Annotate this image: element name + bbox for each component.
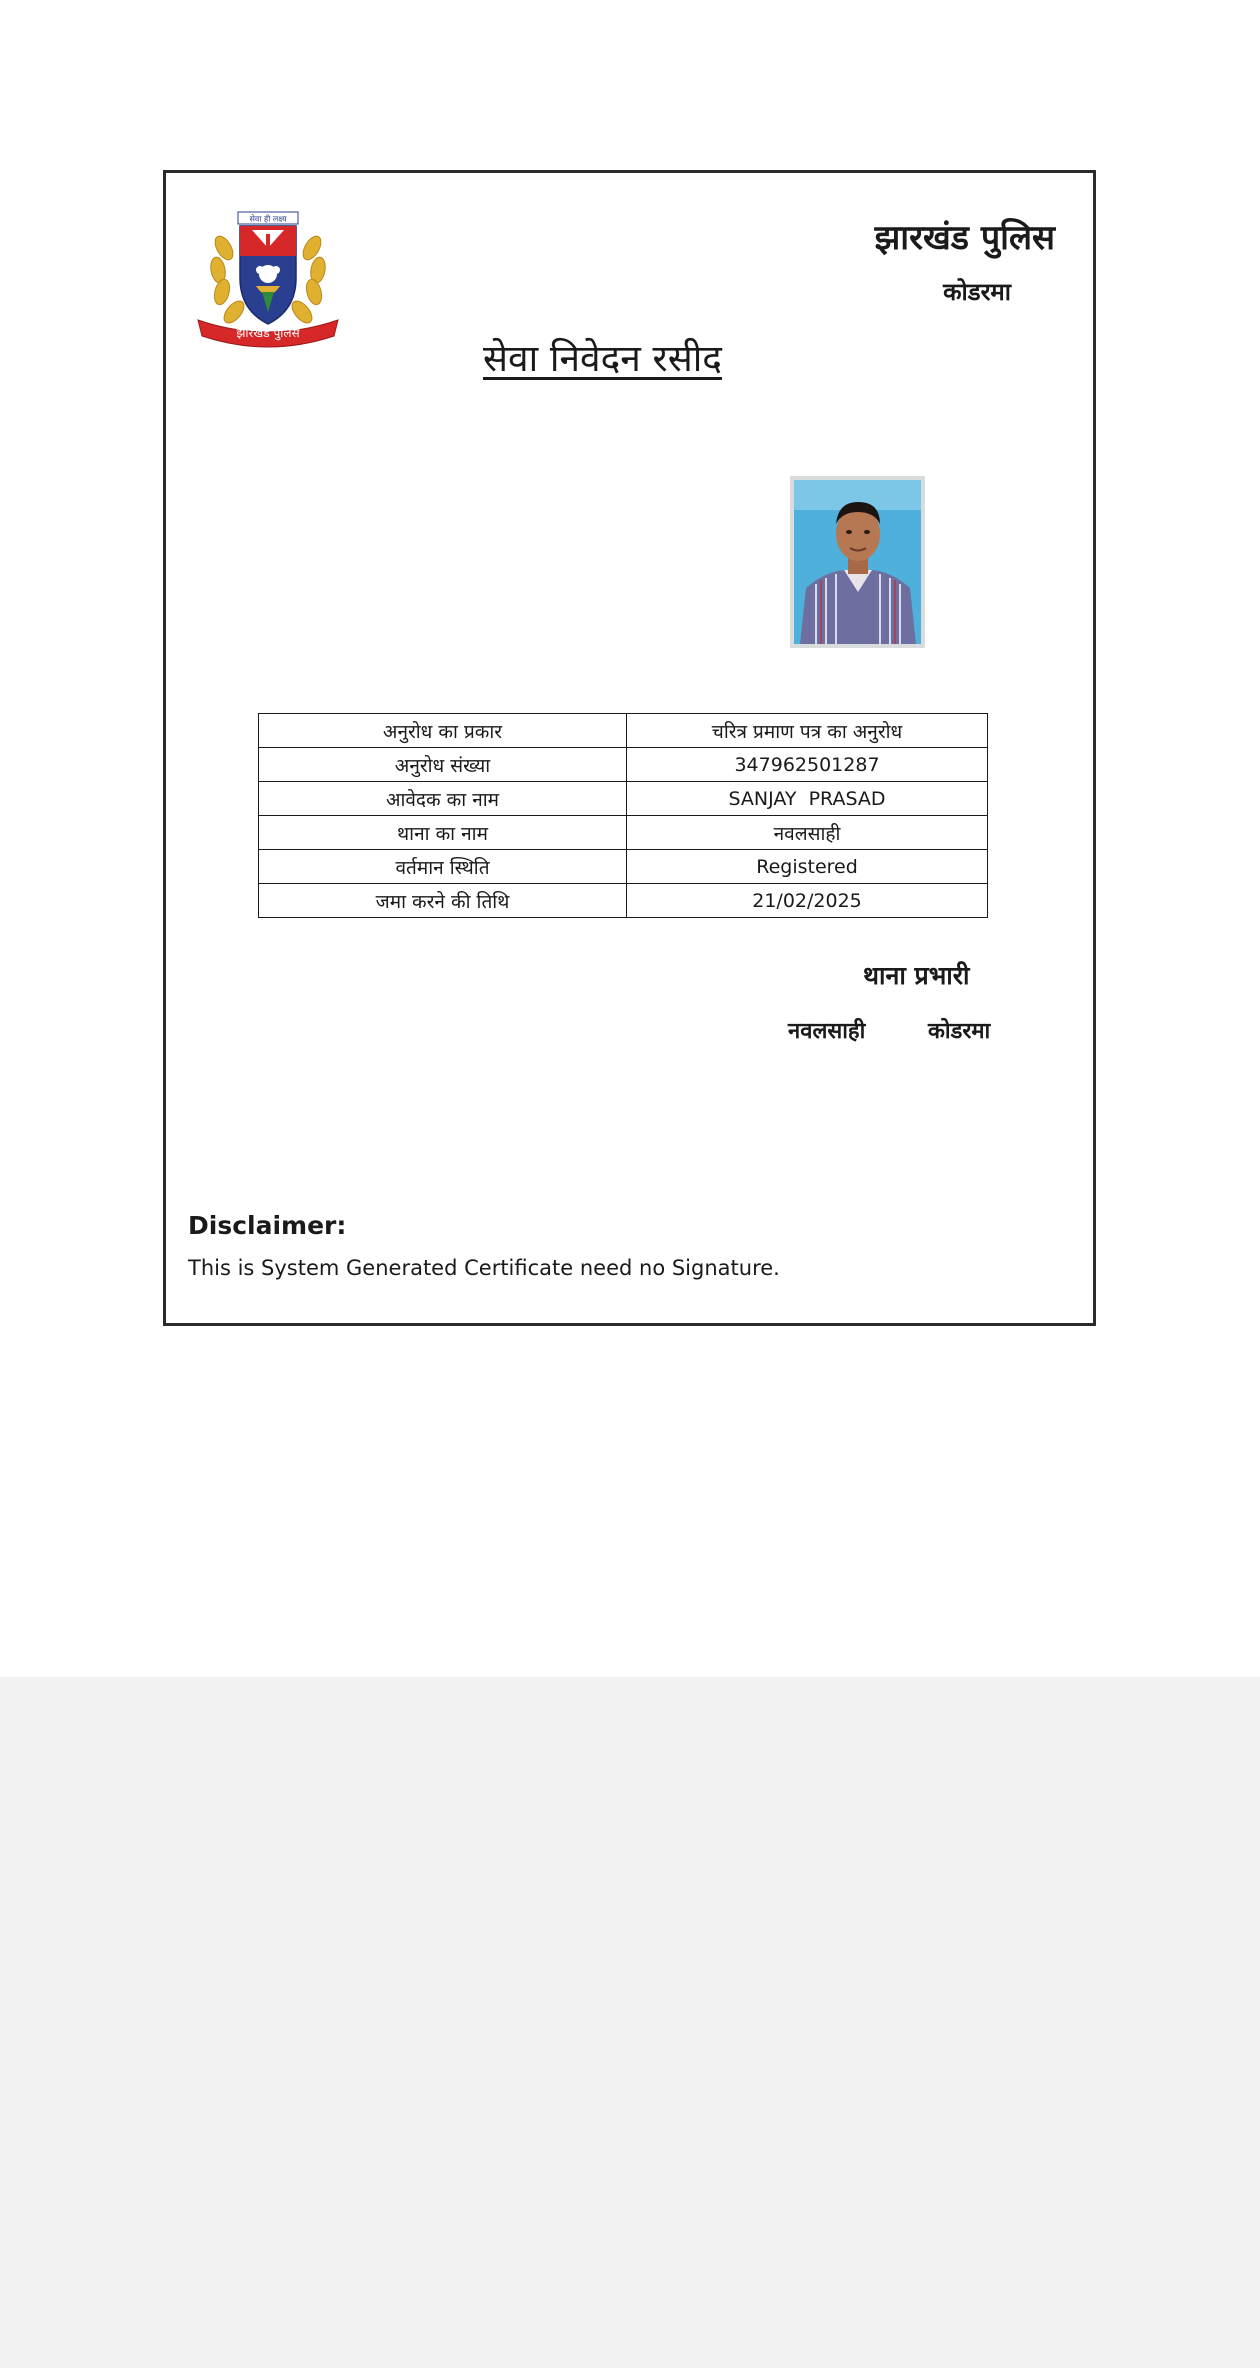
table-row: [259, 884, 988, 918]
row-value: 347962501287: [627, 748, 988, 782]
row-value: नवलसाही: [627, 816, 988, 850]
receipt-title: सेवा निवेदन रसीद: [483, 337, 722, 380]
officer-station: नवलसाही: [788, 1019, 866, 1044]
table-row: [259, 782, 988, 816]
row-label: अनुरोध का प्रकार: [259, 714, 627, 748]
request-details-table: [258, 713, 988, 918]
row-label: जमा करने की तिथि: [259, 884, 627, 918]
row-value: 21/02/2025: [627, 884, 988, 918]
table-row: [259, 850, 988, 884]
org-title: झारखंड पुलिस: [874, 218, 1055, 258]
officer-title: थाना प्रभारी: [863, 961, 970, 990]
jharkhand-police-emblem-icon: [188, 208, 348, 353]
row-label: आवेदक का नाम: [259, 782, 627, 816]
row-label: वर्तमान स्थिति: [259, 850, 627, 884]
logo-banner: झारखंड पुलिस: [236, 326, 300, 340]
row-label: थाना का नाम: [259, 816, 627, 850]
disclaimer-text: This is System Generated Certificate need no Signature.: [188, 1256, 780, 1280]
page-background-footer: [0, 1677, 1260, 2368]
disclaimer-heading: Disclaimer:: [188, 1211, 347, 1240]
certificate: [163, 170, 1096, 1326]
officer-district: कोडरमा: [928, 1019, 991, 1044]
table-row: [259, 748, 988, 782]
table-row: [259, 714, 988, 748]
district-label: कोडरमा: [943, 278, 1011, 306]
row-value: चरित्र प्रमाण पत्र का अनुरोध: [627, 714, 988, 748]
table-row: [259, 816, 988, 850]
row-label: अनुरोध संख्या: [259, 748, 627, 782]
logo-motto: सेवा ही लक्ष्य: [249, 214, 287, 224]
row-value: Registered: [627, 850, 988, 884]
applicant-photo-icon: [790, 476, 925, 648]
row-value: SANJAY PRASAD: [627, 782, 988, 816]
